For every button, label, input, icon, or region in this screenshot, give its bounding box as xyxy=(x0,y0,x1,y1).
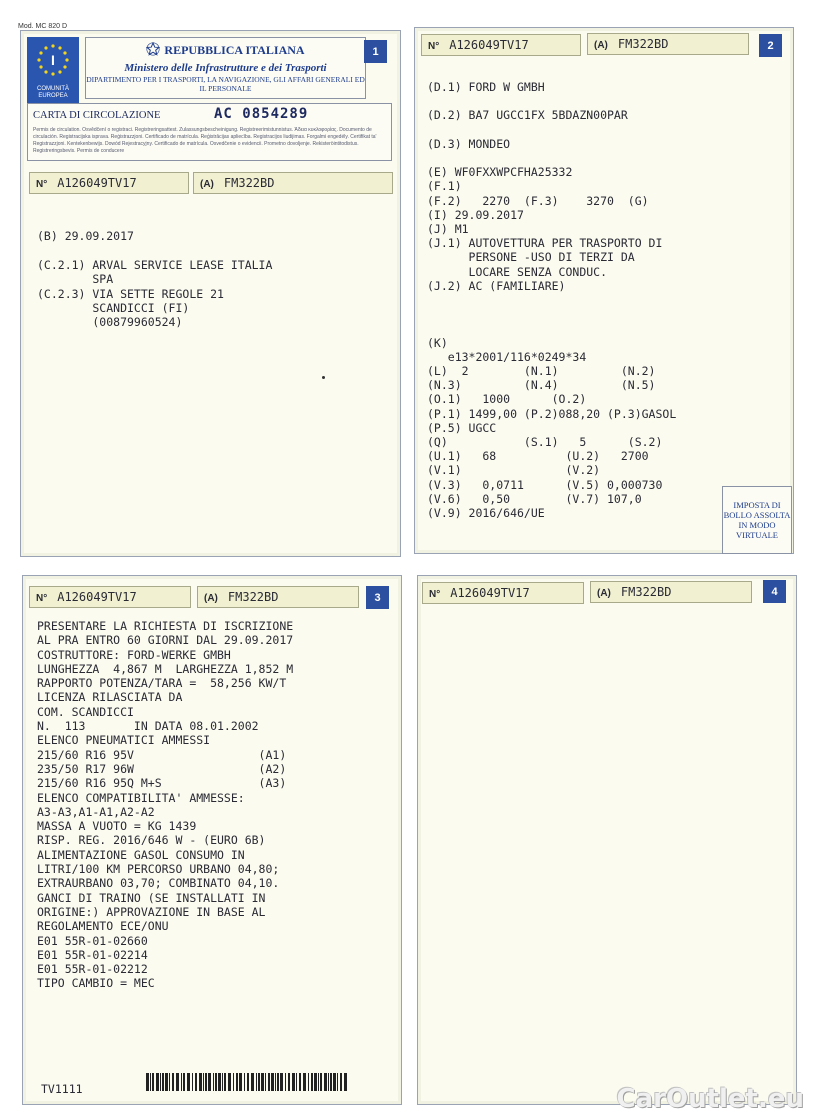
stamp-duty-box xyxy=(722,486,792,554)
text-line: (O.1) 1000 (O.2) xyxy=(427,392,587,407)
text-line xyxy=(427,94,676,108)
plate-value: FM322BD xyxy=(227,590,279,604)
text-line: (V.3) 0,0711 (V.5) 0,000730 xyxy=(427,477,663,492)
text-line: (V.6) 0,50 (V.7) 107,0 xyxy=(427,491,642,506)
plate-label: (A) xyxy=(594,40,608,51)
text-line: 235/50 R17 96W (A2) xyxy=(37,761,287,776)
text-line xyxy=(427,151,676,165)
text-line: E01 55R-01-02212 xyxy=(37,962,148,977)
plate-field xyxy=(590,581,752,603)
text-line: (P.1) 1499,00 (P.2)088,20 (P.3)GASOL xyxy=(427,406,677,421)
republic-emblem-icon xyxy=(146,42,160,56)
text-line: (Q) (S.1) 5 (S.2) xyxy=(427,435,663,450)
text-line: 215/60 R16 95V (A1) xyxy=(37,747,287,762)
text-line xyxy=(427,307,676,321)
text-line: (N.3) (N.4) (N.5) xyxy=(427,378,656,393)
document-number-field xyxy=(29,586,191,608)
eu-country-label: COMUNITÀ EUROPEA xyxy=(37,86,69,99)
doc-number-label: N° xyxy=(36,593,48,604)
text-line: PERSONE -USO DI TERZI DA xyxy=(427,250,635,265)
text-line: SPA xyxy=(37,272,114,287)
plate-label: (A) xyxy=(597,588,611,599)
form-model-code: Mod. MC 820 D xyxy=(18,23,68,30)
page-2 xyxy=(414,27,794,554)
watermark-logo: CarOutlet.eu xyxy=(616,1084,804,1114)
page-number-badge: 1 xyxy=(364,40,387,63)
ink-dot xyxy=(322,376,325,379)
text-line: ALIMENTAZIONE GASOL CONSUMO IN xyxy=(37,847,245,862)
doc-number-value: A126049TV17 xyxy=(57,590,137,604)
ministry-header xyxy=(85,37,366,99)
stamp-duty-text: IMPOSTA DI BOLLO ASSOLTA IN MODO VIRTUALE xyxy=(723,500,791,540)
text-line: (V.1) (V.2) xyxy=(427,463,601,478)
text-line: ORIGINE:) APPROVAZIONE IN BASE AL xyxy=(37,904,266,919)
text-line: COSTRUTTORE: FORD-WERKE GMBH xyxy=(37,647,231,662)
text-line: (D.1) FORD W GMBH xyxy=(427,80,545,94)
barcode-icon xyxy=(146,1073,351,1091)
text-line: ELENCO PNEUMATICI AMMESSI xyxy=(37,733,211,748)
text-line: SCANDICCI (FI) xyxy=(37,301,190,316)
text-line: LICENZA RILASCIATA DA xyxy=(37,690,183,705)
text-line: COM. SCANDICCI xyxy=(37,704,134,719)
text-line: (E) WF0FXXWPCFHA25332 xyxy=(427,165,573,180)
carta-title: CARTA DI CIRCOLAZIONE xyxy=(33,110,161,121)
doc-number-value: A126049TV17 xyxy=(449,38,529,52)
text-line: 215/60 R16 95Q M+S (A3) xyxy=(37,776,287,791)
text-line: E01 55R-01-02214 xyxy=(37,947,148,962)
eu-emblem xyxy=(27,37,79,103)
text-line: N. 113 IN DATA 08.01.2002 xyxy=(37,719,259,734)
text-line: (F.2) 2270 (F.3) 3270 (G) xyxy=(427,193,649,208)
plate-label: (A) xyxy=(204,593,218,604)
plate-value: FM322BD xyxy=(223,176,275,190)
text-line: (F.1) xyxy=(427,179,462,194)
doc-number-label: N° xyxy=(36,179,48,190)
text-line: LOCARE SENZA CONDUC. xyxy=(427,264,608,279)
svg-text:I: I xyxy=(51,52,55,68)
text-line: REGOLAMENTO ECE/ONU xyxy=(37,919,169,934)
text-line: (P.5) UGCC xyxy=(427,420,497,435)
ministry-title: Ministero delle Infrastrutture e dei Trasporti xyxy=(124,62,327,74)
text-line: A3-A3,A1-A1,A2-A2 xyxy=(37,804,155,819)
text-line: PRESENTARE LA RICHIESTA DI ISCRIZIONE xyxy=(37,619,294,633)
text-line: AL PRA ENTRO 60 GIORNI DAL 29.09.2017 xyxy=(37,633,294,648)
page-3 xyxy=(22,575,402,1105)
text-line: RAPPORTO POTENZA/TARA = 58,256 KW/T xyxy=(37,676,287,691)
doc-number-label: N° xyxy=(428,41,440,52)
plate-value: FM322BD xyxy=(617,37,669,51)
text-line: (C.2.1) ARVAL SERVICE LEASE ITALIA xyxy=(37,257,273,272)
text-line xyxy=(37,243,272,257)
text-line xyxy=(427,293,676,307)
text-line: (00879960524) xyxy=(37,315,183,330)
text-line xyxy=(427,123,676,137)
plate-value: FM322BD xyxy=(620,585,672,599)
page2-body xyxy=(427,80,676,520)
page-1 xyxy=(20,30,401,557)
page1-body xyxy=(37,229,272,330)
text-line: ELENCO COMPATIBILITA' AMMESSE: xyxy=(37,790,245,805)
eu-stars-icon xyxy=(36,43,70,77)
republic-title xyxy=(86,42,365,58)
page-4 xyxy=(417,575,797,1105)
text-line: (C.2.3) VIA SETTE REGOLE 21 xyxy=(37,286,224,301)
plate-field xyxy=(197,586,359,608)
text-line: RISP. REG. 2016/646 W - (EURO 6B) xyxy=(37,833,266,848)
text-line: (I) 29.09.2017 xyxy=(427,207,524,222)
plate-field xyxy=(193,172,393,194)
doc-number-value: A126049TV17 xyxy=(450,586,530,600)
republic-label: REPUBBLICA ITALIANA xyxy=(164,43,305,57)
text-line: LITRI/100 KM PERCORSO URBANO 04,80; xyxy=(37,862,280,877)
text-line: (D.2) BA7 UGCC1FX 5BDAZN00PAR xyxy=(427,108,628,123)
text-line: (V.9) 2016/646/UE xyxy=(427,506,545,521)
text-line: LUNGHEZZA 4,867 M LARGHEZZA 1,852 M xyxy=(37,661,294,676)
page-number-badge: 2 xyxy=(759,34,782,57)
text-line: EXTRAURBANO 03,70; COMBINATO 04,10. xyxy=(37,876,280,891)
text-line: (D.3) MONDEO xyxy=(427,136,511,151)
text-line: (U.1) 68 (U.2) 2700 xyxy=(427,449,649,464)
page3-body xyxy=(37,619,293,991)
text-line: (J) M1 xyxy=(427,222,469,237)
document-number-field xyxy=(421,34,581,56)
page-number-badge: 3 xyxy=(366,586,389,609)
document-number-field xyxy=(29,172,189,194)
text-line: GANCI DI TRAINO (SE INSTALLATI IN xyxy=(37,890,266,905)
document-number-field xyxy=(422,582,584,604)
plate-label: (A) xyxy=(200,179,214,190)
text-line: (J.2) AC (FAMILIARE) xyxy=(427,278,566,293)
text-line: (K) xyxy=(427,335,448,350)
text-line: (B) 29.09.2017 xyxy=(37,229,134,243)
doc-number-label: N° xyxy=(429,589,441,600)
text-line: TIPO CAMBIO = MEC xyxy=(37,976,155,991)
text-line: (J.1) AUTOVETTURA PER TRASPORTO DI xyxy=(427,236,663,251)
plate-field xyxy=(587,33,749,55)
text-line: E01 55R-01-02660 xyxy=(37,933,148,948)
doc-number-value: A126049TV17 xyxy=(57,176,137,190)
text-line: (L) 2 (N.1) (N.2) xyxy=(427,364,656,379)
text-line xyxy=(427,321,676,335)
carta-translations: Permis de circulation. Osvědčení o registraci. Registreringsattest. Zulassungsbescheinigung. Registreerimistunnistus. Άδεια κυκλοφορίας. Documento de circulación. Registracijska isprava. Reġistrazzjoni. Certificado de matrícula. Reģistrācijas apliecība. Registracijos liudijimas. Forgalmi engedély. Certifikat ta' Registrazzjoni. Kentekenbewijs. Dowód Rejestracyjny. Certificado de matrícula. Osvedčenie o evidencii. Prometno dovoljenje. Rekisteröintitodistus. Registreringsbevis. Permis de conducere xyxy=(33,127,377,154)
carta-serial: AC 0854289 xyxy=(214,106,309,122)
page-number-badge: 4 xyxy=(763,580,786,603)
text-line: MASSA A VUOTO = KG 1439 xyxy=(37,819,197,834)
department-title: DIPARTIMENTO PER I TRASPORTI, LA NAVIGAZIONE, GLI AFFARI GENERALI ED IL PERSONALE xyxy=(86,75,365,93)
registration-title-box xyxy=(27,103,392,161)
text-line: e13*2001/116*0249*34 xyxy=(427,349,587,364)
footer-code: TV1111 xyxy=(41,1082,83,1096)
